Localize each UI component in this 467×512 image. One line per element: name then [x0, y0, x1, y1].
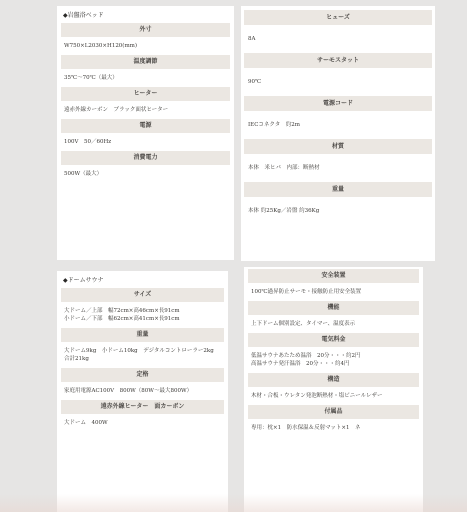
spec-label: 電源コード [244, 96, 432, 111]
bedrock-bed-spec-panel [57, 6, 234, 260]
spec-value: 遠赤外線カーボン ブラック面状ヒーター [64, 107, 169, 113]
spec-value: 本体 約25Kg／岩盤 約36Kg [248, 208, 320, 214]
spec-value: 大ドーム／上部 幅72cm×高46cm×長91cm 小ドーム／下部 幅62cm×高41cm×長91cm [64, 308, 180, 322]
dome-sauna-spec-panel-continued [244, 267, 423, 512]
spec-value: 100V 50／60Hz [64, 139, 112, 145]
spec-label: ヒーター [61, 87, 230, 101]
spec-label: 機能 [248, 301, 419, 315]
spec-value: 本体 米ヒバ 内部：断熱材 [248, 165, 320, 171]
section-title: ◆岩盤浴ベッド [63, 12, 104, 19]
bottom-blur-overlay [0, 494, 467, 512]
spec-label: 定格 [61, 368, 224, 382]
spec-label: 電気料金 [248, 333, 419, 347]
spec-value: 低温サウナあたため温浴 20分・・・約2円 高温サウナ発汗温浴 20分・・・約4円 [251, 353, 361, 367]
spec-label: 安全装置 [248, 269, 419, 283]
spec-value: 90℃ [248, 79, 262, 85]
spec-label: 外寸 [61, 23, 230, 37]
spec-label: 電源 [61, 119, 230, 133]
spec-label: 遠赤外線ヒーター 面カーボン [61, 400, 224, 414]
spec-value: 大ドーム 400W [64, 420, 108, 426]
spec-label: 重量 [244, 182, 432, 197]
spec-label: ヒューズ [244, 10, 432, 25]
dome-sauna-spec-panel [57, 271, 228, 512]
spec-value: 大ドーム9kg 小ドーム10kg デジタルコントローラー2kg 合計21kg [64, 348, 220, 362]
section-title: ◆ドームサウナ [63, 277, 104, 284]
spec-label: 付属品 [248, 405, 419, 419]
spec-value: 8A [248, 36, 256, 42]
spec-label: 重量 [61, 328, 224, 342]
spec-label: サイズ [61, 288, 224, 302]
spec-label: 構造 [248, 373, 419, 387]
spec-label: 材質 [244, 139, 432, 154]
spec-value: 家庭用電源AC100V 800W（80W〜最大800W） [64, 388, 193, 394]
spec-value: IECコネクタ 約2m [248, 122, 301, 128]
spec-value: 木材・合板・ウレタン発泡断熱材・塩ビニールレザー [251, 393, 383, 399]
spec-value: W750×L2030×H120(mm) [64, 43, 138, 49]
bedrock-bed-spec-panel-continued [241, 6, 435, 261]
spec-value: 35℃〜70℃（最大） [64, 75, 118, 81]
spec-label: サーモスタット [244, 53, 432, 68]
spec-value: 上下ドーム個別設定、タイマー、温度表示 [251, 321, 356, 327]
spec-value: 500W（最大） [64, 171, 103, 177]
spec-label: 消費電力 [61, 151, 230, 165]
spec-label: 温度調節 [61, 55, 230, 69]
spec-value: 100℃過昇防止サーモ・接触防止用安全装置 [251, 289, 362, 295]
spec-value: 専用：枕×1 防水保温＆反射マット×1 ネ [251, 425, 361, 431]
